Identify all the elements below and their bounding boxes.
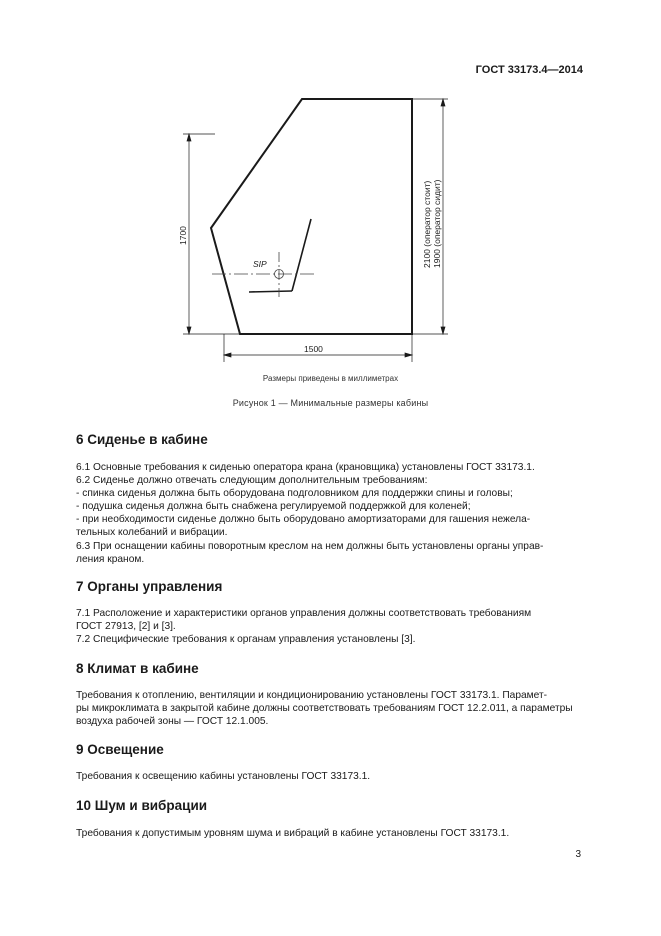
- para-10: Требования к допустимым уровням шума и вибраций в кабине установлены ГОСТ 33173.1.: [76, 828, 510, 839]
- para-6-2-item-2: - подушка сиденья должна быть снабжена регулируемой поддержкой для коленей;: [76, 501, 471, 512]
- para-8-cont-1: ры микроклимата в закрытой кабине должны соответствовать требованиям ГОСТ 12.2.011, а параметры: [76, 703, 573, 714]
- dim-right-label-2: 1900 (оператор сидит): [432, 179, 442, 268]
- sip-label: SIP: [253, 259, 267, 269]
- para-7-1-cont: ГОСТ 27913, [2] и [3].: [76, 621, 176, 632]
- para-6-3-cont: ления краном.: [76, 554, 145, 565]
- cabin-dimensions-figure: [0, 0, 661, 370]
- para-6-2-item-3-cont: тельных колебаний и вибрации.: [76, 527, 228, 538]
- document-header: ГОСТ 33173.4—2014: [475, 64, 583, 76]
- para-7-1: 7.1 Расположение и характеристики органов управления должны соответствовать требованиям: [76, 608, 532, 619]
- para-7-2: 7.2 Специфические требования к органам управления установлены [3].: [76, 634, 416, 645]
- para-8: Требования к отоплению, вентиляции и кондиционированию установлены ГОСТ 33173.1. Парамет-: [76, 690, 548, 701]
- dim-width-label: 1500: [304, 344, 323, 354]
- dim-height-label: 1700: [178, 226, 188, 245]
- para-9: Требования к освещению кабины установлены ГОСТ 33173.1.: [76, 771, 371, 782]
- seat-cushion-line: [249, 291, 292, 292]
- cabin-outline: [211, 99, 412, 334]
- para-6-2-item-1: - спинка сиденья должна быть оборудована подголовником для поддержки спины и головы;: [76, 488, 513, 499]
- dim-right-label-1: 2100 (оператор стоит): [422, 180, 432, 268]
- page-number: 3: [575, 849, 581, 860]
- para-8-cont-2: воздуха рабочей зоны — ГОСТ 12.1.005.: [76, 716, 269, 727]
- seat-back-line: [292, 219, 311, 291]
- section-10-title: 10 Шум и вибрации: [76, 798, 208, 813]
- section-8-title: 8 Климат в кабине: [76, 661, 199, 676]
- figure-units-note: Размеры приведены в миллиметрах: [262, 374, 399, 383]
- figure-caption: Рисунок 1 — Минимальные размеры кабины: [232, 398, 429, 408]
- para-6-3: 6.3 При оснащении кабины поворотным креслом на нем должны быть установлены органы управ-: [76, 541, 544, 552]
- section-6-title: 6 Сиденье в кабине: [76, 432, 208, 447]
- section-7-title: 7 Органы управления: [76, 579, 223, 594]
- para-6-1: 6.1 Основные требования к сиденью оператора крана (крановщика) установлены ГОСТ 33173.1.: [76, 462, 535, 473]
- para-6-2-item-3: - при необходимости сиденье должно быть оборудовано амортизаторами для гашения нежела-: [76, 514, 531, 525]
- para-6-2: 6.2 Сиденье должно отвечать следующим дополнительным требованиям:: [76, 475, 428, 486]
- section-9-title: 9 Освещение: [76, 742, 164, 757]
